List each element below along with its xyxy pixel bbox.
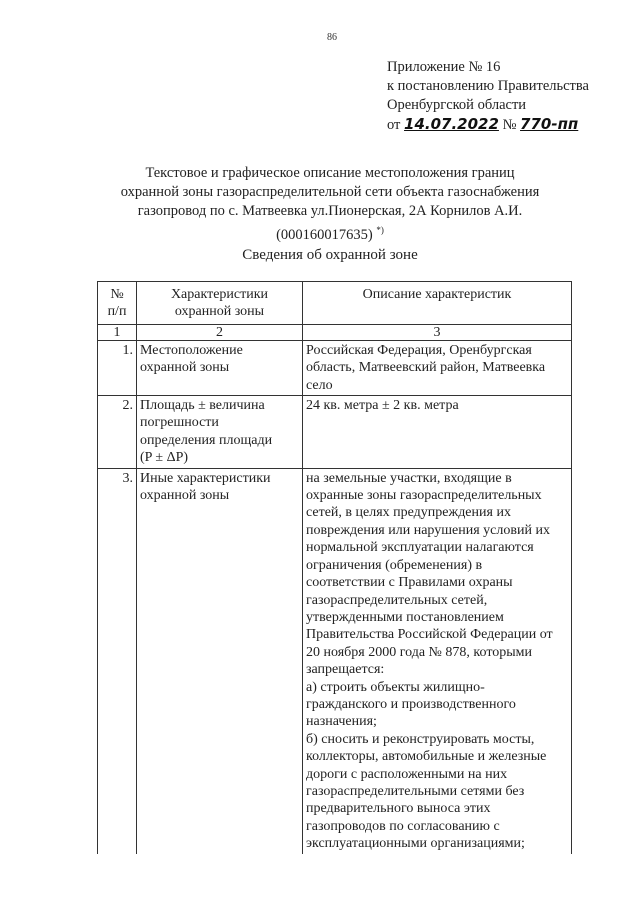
row-description-line: гражданского и производственного — [306, 696, 516, 712]
title-line-3: газопровод по с. Матвеевка ул.Пионерская, 2А Корнилов А.И. — [137, 203, 523, 219]
table-row — [98, 396, 572, 469]
row-number: 1. — [98, 340, 137, 395]
title-code: (000160017635) — [276, 226, 373, 243]
table-index-row — [98, 324, 572, 340]
document-title — [80, 164, 580, 245]
row-description-line: 20 ноября 2000 года № 878, которыми — [306, 644, 533, 660]
row-description-line: газопроводов по согласованию с — [306, 818, 500, 834]
appendix-number-label: № — [502, 117, 517, 133]
header-description: Описание характеристик — [303, 282, 572, 325]
appendix-header — [387, 58, 589, 135]
title-footnote-mark: *) — [376, 225, 384, 235]
row-characteristic-line: Местоположение — [140, 342, 243, 358]
row-description-line: дороги с расположенными на них — [306, 766, 508, 782]
table-header-row — [98, 282, 572, 325]
index-cell-3: 3 — [303, 324, 572, 340]
table-row — [98, 340, 572, 395]
appendix-line-1: Приложение № 16 — [387, 59, 501, 75]
row-characteristic-line: Иные характеристики — [140, 470, 271, 486]
row-characteristic-line: (P ± ΔP) — [140, 450, 189, 466]
row-description-line: область, Матвеевский район, Матвеевка — [306, 360, 546, 376]
row-characteristic-line: погрешности — [140, 415, 219, 431]
index-cell-2: 2 — [137, 324, 303, 340]
row-number: 2. — [98, 396, 137, 469]
row-characteristic-line: охранной зоны — [140, 360, 230, 376]
row-description-line: б) сносить и реконструировать мосты, — [306, 731, 535, 747]
header-num — [98, 282, 137, 325]
appendix-line-3: Оренбургской области — [387, 97, 527, 113]
row-description-line: назначения; — [306, 714, 377, 730]
table-row — [98, 468, 572, 853]
row-characteristic-line: охранной зоны — [140, 488, 230, 504]
row-description-line: 24 кв. метра ± 2 кв. метра — [306, 398, 459, 414]
row-description-line: а) строить объекты жилищно- — [306, 679, 485, 695]
row-description-line: ограничения (обременения) в — [306, 557, 483, 573]
index-cell-1: 1 — [98, 324, 137, 340]
row-description-line: Российская Федерация, Оренбургская — [306, 342, 532, 358]
row-description-line: на земельные участки, входящие в — [306, 470, 512, 486]
row-description-line: повреждения или нарушения условий их — [306, 522, 550, 538]
appendix-line-2: к постановлению Правительства — [387, 78, 589, 94]
row-description-line: сетей, в целях предупреждения их — [306, 505, 511, 521]
row-description-line: запрещается: — [306, 662, 385, 678]
row-description-line: охранные зоны газораспределительных — [306, 488, 542, 504]
row-description-line: Правительства Российской Федерации от — [306, 627, 553, 643]
row-number: 3. — [98, 468, 137, 853]
row-characteristic — [137, 340, 303, 395]
row-description — [303, 468, 572, 853]
row-description-line: соответствии с Правилами охраны — [306, 575, 513, 591]
row-characteristic-line: Площадь ± величина — [140, 398, 265, 414]
row-characteristic — [137, 396, 303, 469]
row-description — [303, 340, 572, 395]
header-num-line-1: № — [110, 287, 124, 302]
appendix-from-label: от — [387, 117, 401, 133]
row-characteristic — [137, 468, 303, 853]
title-line-2: охранной зоны газораспределительной сети объекта газоснабжения — [120, 184, 540, 200]
row-description-line: утвержденными постановлением — [306, 609, 504, 625]
header-characteristic — [137, 282, 303, 325]
row-description-line: коллекторы, автомобильные и железные — [306, 749, 547, 765]
row-description — [303, 396, 572, 469]
appendix-number: 770-пп — [520, 115, 579, 133]
row-description-line: село — [306, 377, 333, 393]
row-description-line: нормальной эксплуатации налагаются — [306, 540, 534, 556]
appendix-date-line — [387, 115, 589, 135]
row-description-line: предварительного выноса этих — [306, 801, 491, 817]
row-characteristic-line: определения площади — [140, 432, 273, 448]
row-description-line: газораспределительных сетей, — [306, 592, 488, 608]
row-description-line: газораспределительными сетями без — [306, 783, 525, 799]
appendix-date: 14.07.2022 — [404, 115, 499, 133]
header-num-line-2: п/п — [107, 304, 127, 320]
header-characteristic-line-1: Характеристики — [170, 287, 269, 302]
title-line-1: Текстовое и графическое описание местоположения границ — [145, 165, 515, 181]
title-line-4 — [80, 221, 580, 245]
zone-info-table — [97, 281, 572, 854]
header-characteristic-line-2: охранной зоны — [174, 304, 265, 320]
page-number: 86 — [327, 32, 337, 43]
row-description-line: эксплуатационными организациями; — [306, 836, 525, 852]
section-title: Сведения об охранной зоне — [242, 247, 418, 263]
